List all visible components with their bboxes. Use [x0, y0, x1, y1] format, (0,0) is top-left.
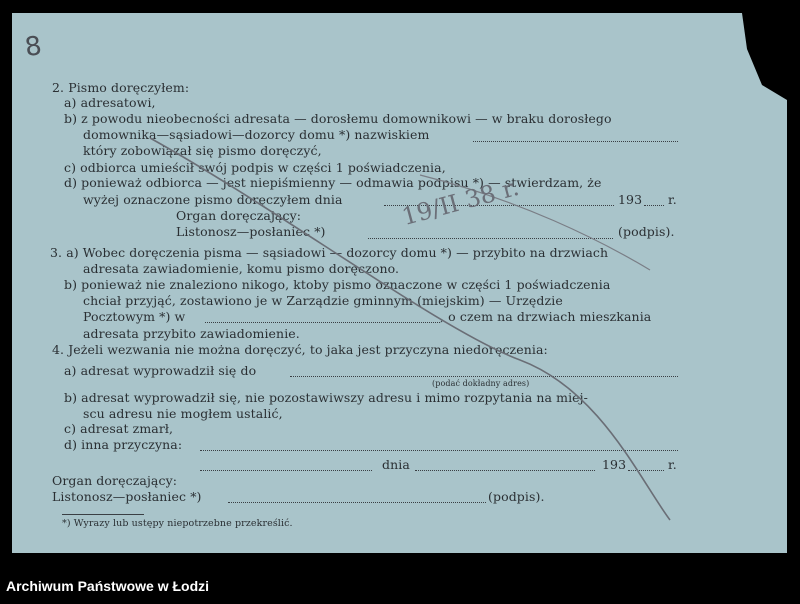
- section-2-title: 2. Pismo doręczyłem:: [52, 80, 190, 95]
- section-2-b-line3: który zobowiązał się pismo doręczyć,: [83, 143, 322, 158]
- section-2-c: c) odbiorca umieścił swój podpis w części 1 poświadczenia,: [64, 160, 446, 175]
- section-2-d-line1: d) ponieważ odbiorca — jest niepiśmienny — odmawia podpisu *) — stwierdzam, że: [64, 175, 602, 190]
- dnia-label: dnia: [382, 457, 410, 472]
- section-3-a-line1: 3. a) Wobec doręczenia pisma — sąsiadowi — dozorcy domu *) — przybito na drzwiach: [50, 245, 609, 260]
- pencil-mark: 8: [22, 30, 44, 64]
- section-4-title: 4. Jeżeli wezwania nie można doręczyć, to jaka jest przyczyna niedoręczenia:: [52, 342, 548, 357]
- year-prefix-2: 193: [602, 457, 627, 472]
- year-prefix: 193: [618, 192, 643, 207]
- section-4-b-line1: b) adresat wyprowadził się, nie pozostawiwszy adresu i mimo rozpytania na miej-: [64, 390, 588, 405]
- handwritten-date: 19/II 38 r.: [398, 172, 522, 231]
- section-2-b-line1: b) z powodu nieobecności adresata — dorosłemu domownikowi — w braku dorosłego: [64, 111, 612, 126]
- section-3-b-line3b: , o czem na drzwiach mieszkania: [440, 309, 652, 324]
- section-3-b-line3a: Pocztowym *) w: [83, 309, 186, 324]
- section-3-b-line1: b) ponieważ nie znaleziono nikogo, ktoby pismo oznaczone w części 1 poświadczenia: [64, 277, 611, 292]
- section-2-a: a) adresatowi,: [64, 95, 156, 110]
- footnote: *) Wyrazy lub ustępy niepotrzebne przekreślić.: [62, 518, 293, 529]
- section-4-c: c) adresat zmarł,: [64, 421, 174, 436]
- section-2-d-line2: wyżej oznaczone pismo doręczyłem dnia: [83, 192, 343, 207]
- organ-label-2: Organ doręczający:: [52, 473, 178, 488]
- address-hint: (podać dokładny adres): [432, 379, 530, 388]
- section-4-b-line2: scu adresu nie mogłem ustalić,: [83, 406, 283, 421]
- pencil-strike-line: [150, 138, 670, 520]
- section-3-b-line4: adresata przybito zawiadomienie.: [83, 326, 300, 341]
- organ-label: Organ doręczający:: [176, 208, 302, 223]
- section-3-a-line2: adresata zawiadomienie, komu pismo doręczono.: [83, 261, 400, 276]
- podpis-label-2: (podpis).: [488, 489, 545, 504]
- section-4-a: a) adresat wyprowadził się do: [64, 363, 257, 378]
- listonosz-label-2: Listonosz—posłaniec *): [52, 489, 202, 504]
- podpis-label: (podpis).: [618, 224, 675, 239]
- section-3-b-line2: chciał przyjąć, zostawiono je w Zarządzie gminnym (miejskim) — Urzędzie: [83, 293, 563, 308]
- archive-credit: Archiwum Państwowe w Łodzi: [6, 578, 210, 594]
- listonosz-label: Listonosz—posłaniec *): [176, 224, 326, 239]
- year-suffix-2: r.: [668, 457, 677, 472]
- section-2-b-line2: domownika—sąsiadowi—dozorcy domu *) nazwiskiem: [83, 127, 430, 142]
- year-suffix: r.: [668, 192, 677, 207]
- section-4-d: d) inna przyczyna:: [64, 437, 183, 452]
